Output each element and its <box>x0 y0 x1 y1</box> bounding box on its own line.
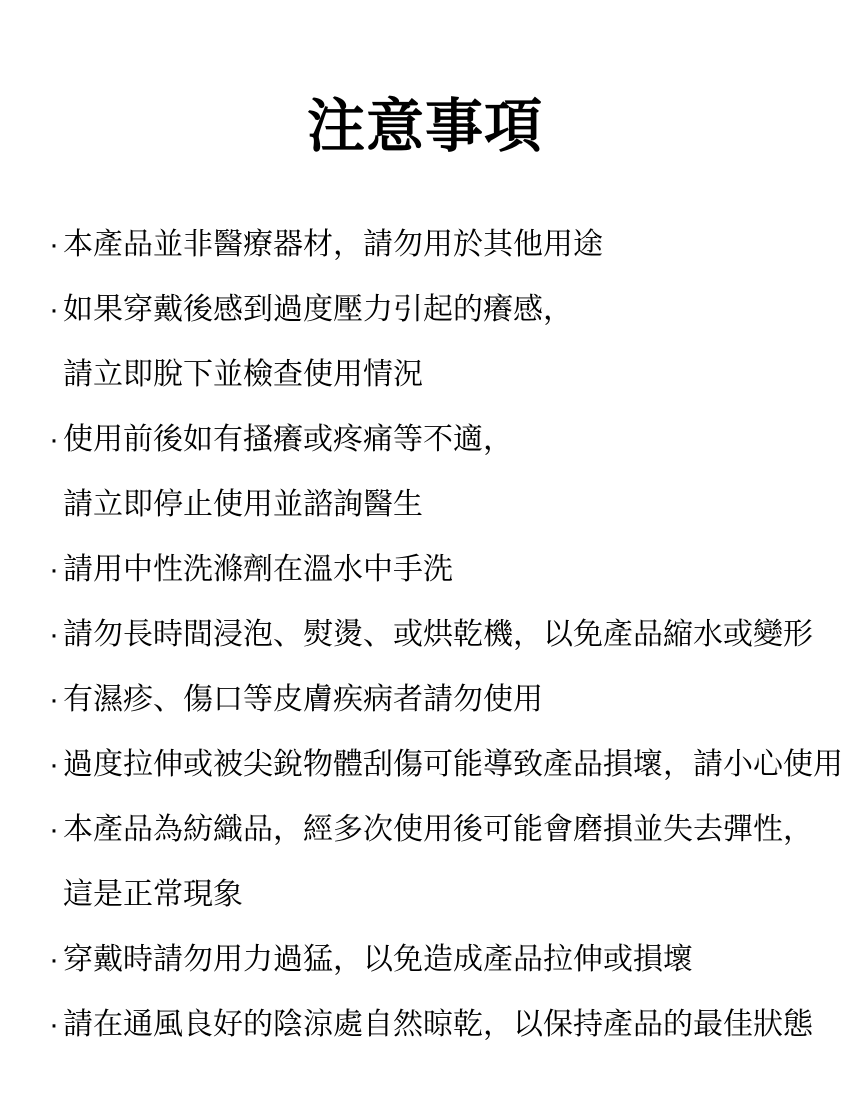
bullet-dot-icon: · <box>49 1008 59 1041</box>
item-line-1 <box>49 667 840 732</box>
item-line-1 <box>49 537 840 602</box>
item-line-1 <box>49 212 840 277</box>
bullet-dot-icon: · <box>49 553 59 586</box>
list-item <box>49 732 843 797</box>
bullet-dot-icon: · <box>49 683 59 716</box>
item-line-1 <box>49 277 840 342</box>
item-text-line-2: 請立即停止使用並諮詢醫生 <box>63 488 423 521</box>
item-text-line-1: 請用中性洗滌劑在溫水中手洗 <box>63 553 453 586</box>
bullet-dot-icon: · <box>49 943 59 976</box>
list-item <box>49 537 840 602</box>
list-item <box>49 407 840 537</box>
item-text-line-1: 如果穿戴後感到過度壓力引起的癢感， <box>63 293 573 326</box>
list-item <box>49 667 840 732</box>
list-item <box>49 797 840 927</box>
list-item <box>49 992 840 1057</box>
bullet-dot-icon: · <box>49 423 59 456</box>
item-text-line-1: 有濕疹、傷口等皮膚疾病者請勿使用 <box>63 683 543 716</box>
item-text-line-1: 穿戴時請勿用力過猛，以免造成產品拉伸或損壞 <box>63 943 693 976</box>
item-line-1 <box>49 407 840 472</box>
item-line-1 <box>49 992 840 1057</box>
item-line-1 <box>49 797 840 862</box>
list-item <box>49 277 840 407</box>
item-text-line-1: 本產品並非醫療器材，請勿用於其他用途 <box>63 228 603 261</box>
item-text-line-2: 這是正常現象 <box>63 878 243 911</box>
precautions-list <box>0 212 850 1057</box>
bullet-dot-icon: · <box>49 228 59 261</box>
page-title: 注意事項 <box>306 94 543 159</box>
item-text-line-1: 請在通風良好的陰涼處自然晾乾，以保持產品的最佳狀態 <box>63 1008 813 1041</box>
bullet-dot-icon: · <box>49 618 59 651</box>
item-line-1 <box>49 927 840 992</box>
item-text-line-1: 使用前後如有搔癢或疼痛等不適， <box>63 423 513 456</box>
item-text-line-2: 請立即脫下並檢查使用情況 <box>63 358 423 391</box>
list-item <box>49 212 840 277</box>
list-item <box>49 927 840 992</box>
bullet-dot-icon: · <box>49 293 59 326</box>
item-line-1 <box>49 732 843 797</box>
item-text-line-1: 過度拉伸或被尖銳物體刮傷可能導致產品損壞，請小心使用 <box>63 748 843 781</box>
item-text-line-1: 本產品為紡織品，經多次使用後可能會磨損並失去彈性， <box>63 813 813 846</box>
list-item <box>49 602 840 667</box>
item-line-1 <box>49 602 840 667</box>
bullet-dot-icon: · <box>49 813 59 846</box>
item-text-line-1: 請勿長時間浸泡、熨燙、或烘乾機，以免產品縮水或變形 <box>63 618 813 651</box>
bullet-dot-icon: · <box>49 748 59 781</box>
